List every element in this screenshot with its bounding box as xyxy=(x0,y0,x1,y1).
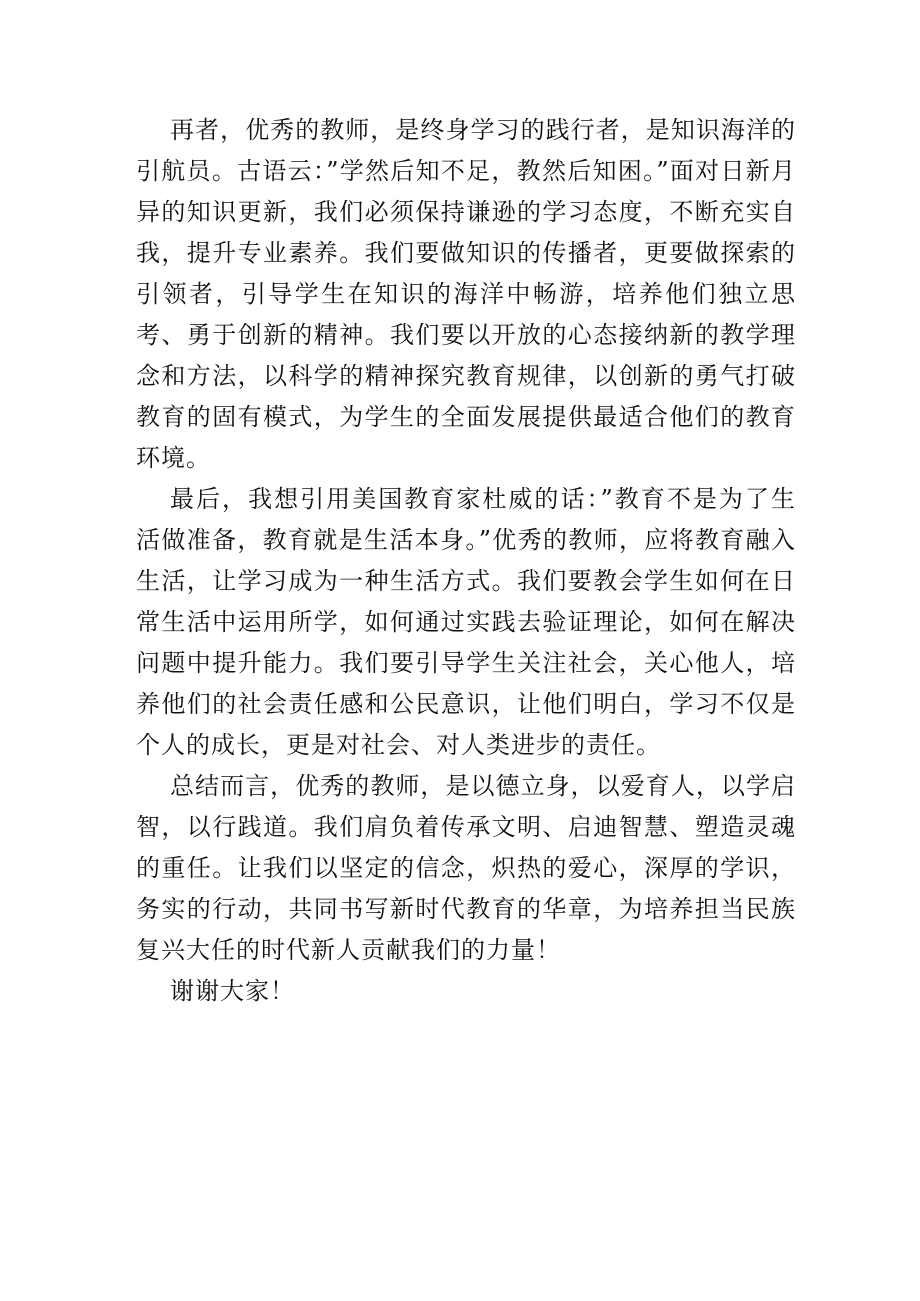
paragraph-dewey-quote: 最后，我想引用美国教育家杜威的话：”教育不是为了生活做准备，教育就是生活本身。”优秀的教师，应将教育融入生活，让学习成为一种生活方式。我们要教会学生如何在日常生活中运用所学，如何通过实践去验证理论，如何在解决问题中提升能力。我们要引导学生关注社会，关心他人，培养他们的社会责任感和公民意识，让他们明白，学习不仅是个人的成长，更是对社会、对人类进步的责任。 xyxy=(136,485,796,759)
paragraph-conclusion: 总结而言，优秀的教师，是以德立身，以爱育人，以学启智，以行践道。我们肩负着传承文明、启迪智慧、塑造灵魂的重任。让我们以坚定的信念，炽热的爱心，深厚的学识，务实的行动，共同书写新时代教育的华章，为培养担当民族复兴大任的时代新人贡献我们的力量！ xyxy=(136,772,796,964)
paragraph-lifelong-learning: 再者，优秀的教师，是终身学习的践行者，是知识海洋的引航员。古语云：”学然后知不足，教然后知困。”面对日新月异的知识更新，我们必须保持谦逊的学习态度，不断充实自我，提升专业素养。我们要做知识的传播者，更要做探索的引领者，引导学生在知识的海洋中畅游，培养他们独立思考、勇于创新的精神。我们要以开放的心态接纳新的教学理念和方法，以科学的精神探究教育规律，以创新的勇气打破教育的固有模式，为学生的全面发展提供最适合他们的教育环境。 xyxy=(136,116,796,472)
closing-thanks: 谢谢大家！ xyxy=(170,977,295,1005)
document-body xyxy=(136,110,796,1012)
